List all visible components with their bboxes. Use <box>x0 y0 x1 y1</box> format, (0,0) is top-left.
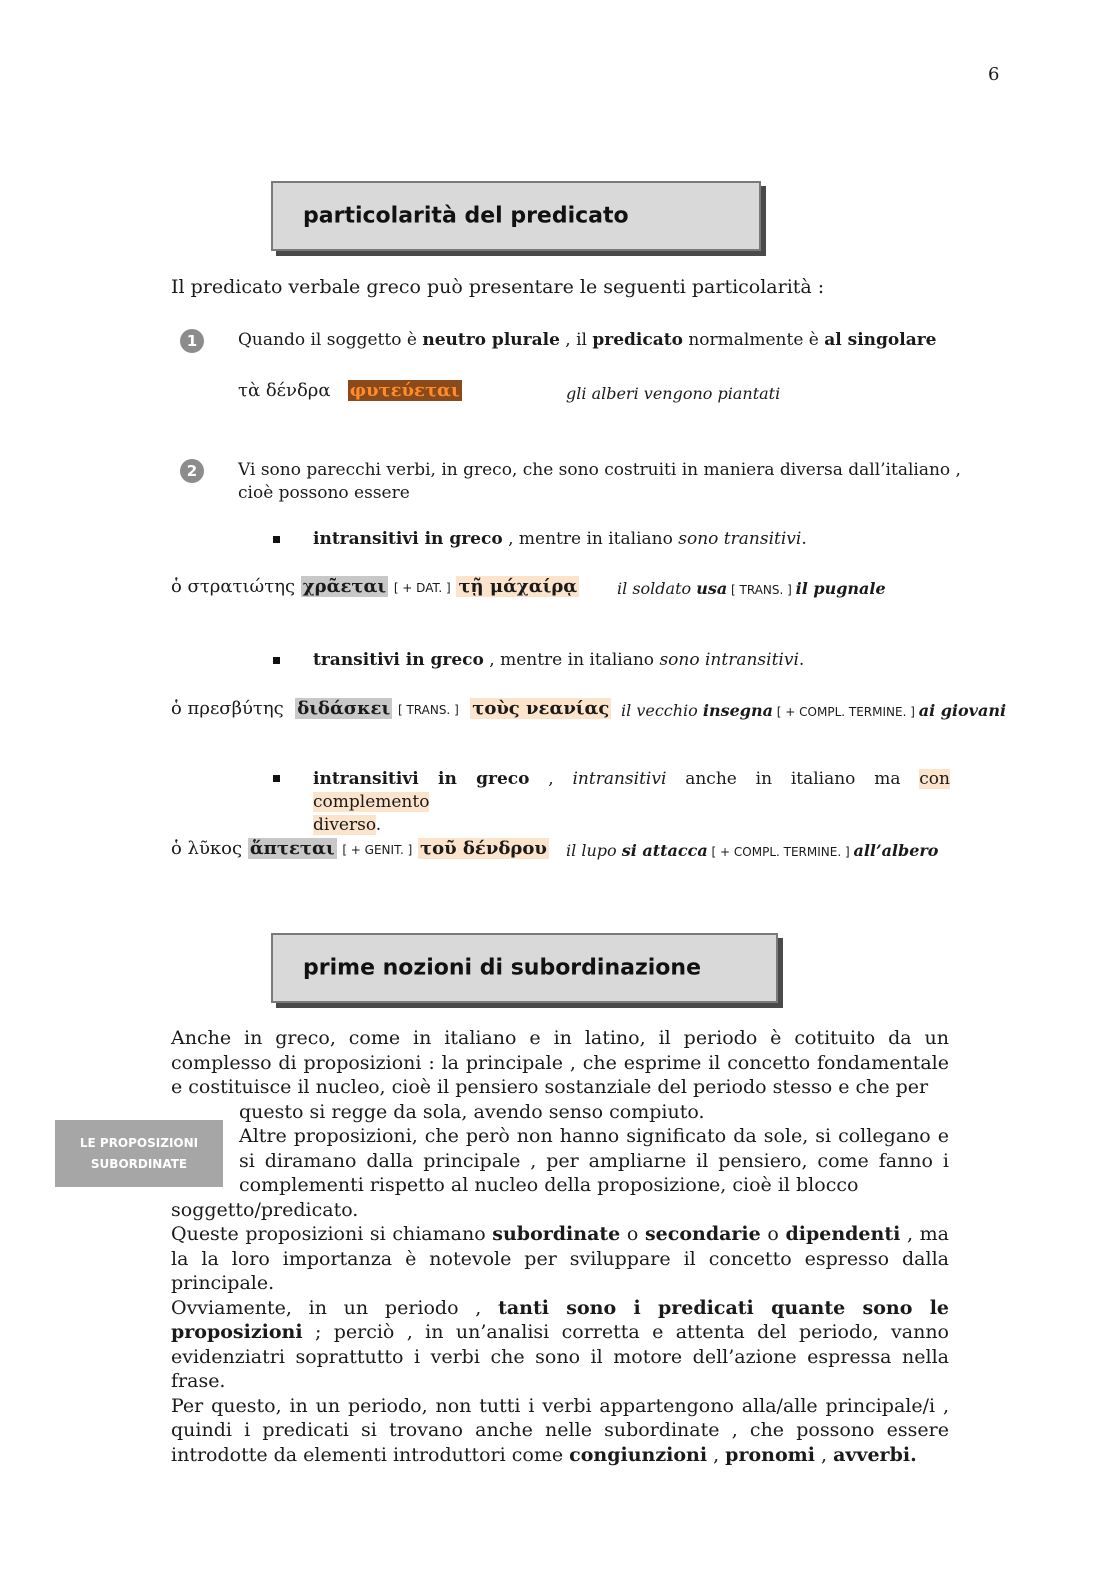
side-label-line1: LE PROPOSIZIONI <box>79 1135 199 1150</box>
ex3-t-case: [ + COMPL. TERMINE. ] <box>707 845 854 859</box>
p3-a: Queste proposizioni si chiamano <box>171 1223 493 1245</box>
bullet3-bold: intransitivi in greco <box>313 769 530 789</box>
p3-c: , ma la la loro importanza è notevole per sviluppare il concetto espresso dalla principale. <box>171 1223 949 1294</box>
paragraph-4 <box>171 1296 949 1394</box>
item2-line1: Vi sono parecchi verbi, in greco, che sono costruiti in maniera diversa dall’italiano , <box>238 460 961 480</box>
paragraph-3 <box>171 1222 949 1296</box>
ex3-t-a: il lupo <box>566 841 622 860</box>
bullet3-plain: , <box>529 769 573 789</box>
bullet1-bold: intransitivi in greco <box>313 529 503 549</box>
ex3-t-obj: all’albero <box>853 841 939 860</box>
item1-text <box>238 330 937 350</box>
paragraph-2-end: soggetto/predicato. <box>171 1198 359 1221</box>
ex3-subject: ὁ λῦκος <box>171 838 243 859</box>
bullet1-text <box>313 529 807 549</box>
bullet-2 <box>273 657 280 664</box>
ex2-verb-highlight: διδάσκει <box>297 698 391 719</box>
example2-translation <box>621 701 1006 720</box>
bullet3-text <box>313 768 950 837</box>
item1-bold-a: neutro plurale <box>422 330 560 350</box>
number-badge-2: 2 <box>180 459 204 483</box>
p3-o2: o <box>760 1223 786 1245</box>
number-badge-1: 1 <box>180 329 204 353</box>
ex3-t-verb: si attacca <box>621 841 708 860</box>
p5-s2: , <box>814 1443 834 1466</box>
ex1-object-highlight: τῇ μάχαίρᾳ <box>458 576 578 597</box>
bullet3-plain2: anche in italiano ma <box>666 769 920 789</box>
example2-greek <box>171 698 611 719</box>
bullet3-italic: intransitivi <box>572 769 667 789</box>
example3-translation <box>566 841 938 860</box>
p3-secondary: secondarie <box>644 1223 761 1245</box>
bullet2-end: . <box>798 650 805 670</box>
section-title: prime nozioni di subordinazione <box>303 955 701 981</box>
ex2-object-highlight: τοὺς νεανίας <box>472 698 610 719</box>
p5-adverbs: avverbi. <box>833 1443 917 1466</box>
bullet2-italic: sono intransitivi <box>659 650 799 670</box>
intro-text: Il predicato verbale greco può presentare le seguenti particolarità : <box>171 276 825 298</box>
item1-greek-example <box>238 380 462 401</box>
p3-o1: o <box>620 1223 645 1245</box>
bullet-3 <box>273 775 280 782</box>
p3-subordinate: subordinate <box>492 1223 621 1245</box>
ex2-subject: ὁ πρεσβύτης <box>171 698 284 719</box>
item1-translation: gli alberi vengono piantati <box>566 384 781 403</box>
section-heading-predicate <box>271 181 761 251</box>
ex2-t-obj: ai giovani <box>918 701 1007 720</box>
bullet2-text <box>313 650 804 670</box>
bullet3-line2: diverso <box>313 815 376 835</box>
p4-c: ; perciò , in un’analisi corretta e attenta del periodo, vanno evidenziatri soprattutto i verbi che sono il motore dell’azione espressa nella frase. <box>171 1321 949 1392</box>
subordination-text <box>171 1026 949 1467</box>
p5-pronouns: pronomi <box>725 1443 815 1466</box>
item1-text-c: normalmente è <box>682 330 825 350</box>
item1-text-a: Quando il soggetto è <box>238 330 423 350</box>
paragraph-2: Altre proposizioni, che però non hanno significato da sole, si collegano e si diramano dalla principale , per ampliarne il pensiero, come fanno i complementi rispetto al nucleo della proposizione, cioè il blocco <box>239 1125 949 1196</box>
paragraph-1-end: questo si regge da sola, avendo senso compiuto. <box>239 1100 705 1123</box>
p5-a: Per questo, in un periodo, non tutti i verbi appartengono alla/alle principale/i , quindi i predicati si trovano anche nelle subordinate , che possono essere introdotte da elementi introduttori come <box>171 1394 949 1466</box>
side-label-line2: SUBORDINATE <box>90 1156 188 1171</box>
section-heading-subordination <box>271 933 778 1003</box>
paragraph-1: Anche in greco, come in italiano e in latino, il periodo è cotituito da un complesso di proposizioni : la principale , che esprime il concetto fondamentale e costituisce il nucleo, cioè il pensiero sostanziale del periodo stesso e che per <box>171 1027 949 1098</box>
example3-greek <box>171 838 549 859</box>
ex1-t-obj: il pugnale <box>795 579 886 598</box>
p5-s1: , <box>707 1443 726 1466</box>
paragraph-5 <box>171 1394 949 1468</box>
item1-bold-c: al singolare <box>824 330 937 350</box>
bullet1-plain: , mentre in italiano <box>502 529 679 549</box>
p3-dependent: dipendenti <box>785 1223 901 1245</box>
p4-bold: tanti sono i predicati quante sono le proposizioni <box>171 1296 950 1343</box>
ex2-t-case: [ + COMPL. TERMINE. ] <box>772 705 919 719</box>
greek-verb-highlight: φυτεύεται <box>349 380 460 401</box>
item1-bold-b: predicato <box>592 330 683 350</box>
ex1-case: [ + DAT. ] <box>393 581 451 595</box>
bullet2-plain: , mentre in italiano <box>483 650 660 670</box>
section-title: particolarità del predicato <box>303 203 629 229</box>
ex3-verb-highlight: ἅπτεται <box>249 838 335 859</box>
ex1-verb-highlight: χρᾶεται <box>302 576 387 597</box>
p4-a: Ovviamente, in un periodo , <box>171 1296 499 1319</box>
ex2-t-verb: insegna <box>702 701 773 720</box>
bullet-1 <box>273 536 280 543</box>
bullet3-highlight: con complemento <box>313 769 950 812</box>
example1-translation <box>617 579 886 598</box>
page-number: 6 <box>988 64 1000 85</box>
example1-greek <box>171 576 579 597</box>
ex2-t-a: il vecchio <box>621 701 703 720</box>
item2-line2: cioè possono essere <box>238 483 410 503</box>
ex2-case: [ TRANS. ] <box>397 703 459 717</box>
ex3-case: [ + GENIT. ] <box>342 843 413 857</box>
bullet2-bold: transitivi in greco <box>313 650 484 670</box>
ex1-t-verb: usa <box>696 579 728 598</box>
ex1-subject: ὁ στρατιώτης <box>171 576 296 597</box>
bullet3-end: . <box>375 815 382 835</box>
greek-subject: τὰ δένδρα <box>238 380 331 401</box>
ex3-object-highlight: τοῦ δένδρου <box>420 838 547 859</box>
p5-conjunctions: congiunzioni <box>569 1443 708 1466</box>
ex1-t-a: il soldato <box>617 579 697 598</box>
ex1-t-case: [ TRANS. ] <box>727 583 796 597</box>
bullet1-end: . <box>801 529 807 549</box>
bullet1-italic: sono transitivi <box>678 529 802 549</box>
item1-text-b: , il <box>559 330 593 350</box>
